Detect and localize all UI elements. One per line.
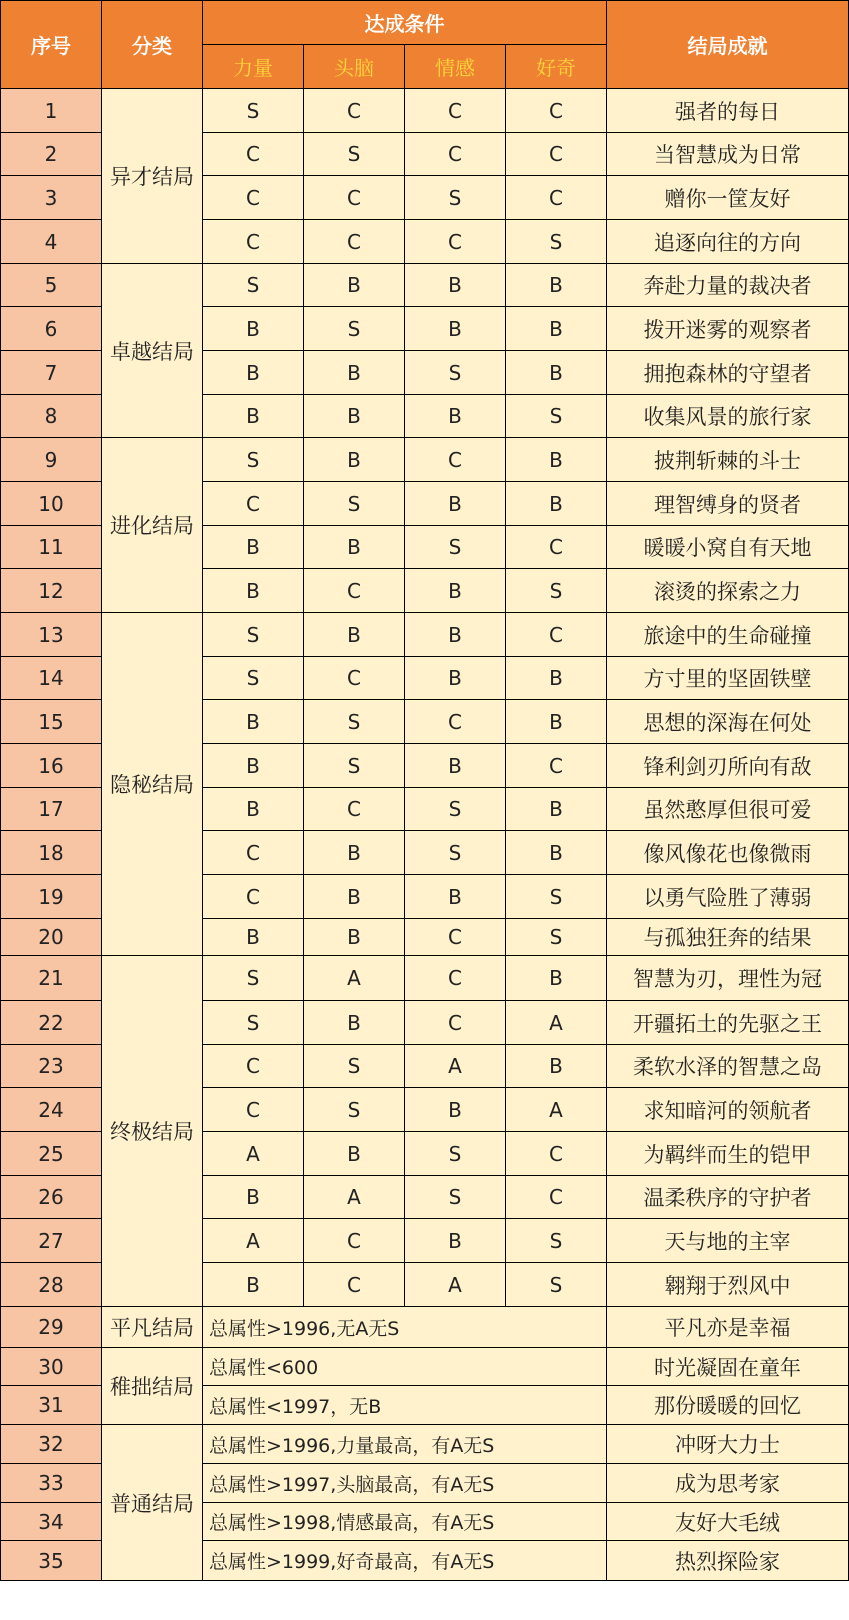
attr-grade: S	[203, 956, 304, 1001]
attr-grade: B	[203, 1263, 304, 1307]
row-number: 12	[1, 569, 102, 613]
attr-grade: C	[506, 526, 607, 569]
attr-grade: B	[304, 1001, 405, 1045]
attr-grade: C	[203, 220, 304, 264]
result-name: 滚烫的探索之力	[607, 569, 849, 613]
result-name: 锋利剑刃所向有敌	[607, 744, 849, 788]
result-name: 求知暗河的领航者	[607, 1088, 849, 1132]
attr-grade: S	[405, 1132, 506, 1176]
attr-grade: C	[506, 744, 607, 788]
attr-grade: B	[304, 613, 405, 657]
result-name: 时光凝固在童年	[607, 1348, 849, 1386]
row-number: 33	[1, 1464, 102, 1503]
attr-grade: C	[203, 482, 304, 526]
attr-grade: B	[203, 1176, 304, 1219]
result-name: 拥抱森林的守望者	[607, 351, 849, 395]
attr-grade: S	[203, 1001, 304, 1045]
attr-grade: B	[405, 569, 506, 613]
attr-grade: C	[304, 220, 405, 264]
result-name: 为羁绊而生的铠甲	[607, 1132, 849, 1176]
attr-grade: B	[203, 744, 304, 788]
result-name: 以勇气险胜了薄弱	[607, 875, 849, 919]
attr-grade: C	[506, 613, 607, 657]
attr-grade: C	[506, 1132, 607, 1176]
row-number: 29	[1, 1307, 102, 1348]
row-number: 16	[1, 744, 102, 788]
attr-grade: B	[405, 395, 506, 438]
header-category: 分类	[102, 1, 203, 89]
result-name: 像风像花也像微雨	[607, 831, 849, 875]
row-number: 31	[1, 1386, 102, 1425]
row-number: 19	[1, 875, 102, 919]
table-row	[1, 1348, 849, 1386]
header-no: 序号	[1, 1, 102, 89]
table-row	[1, 89, 849, 133]
row-number: 3	[1, 176, 102, 220]
attr-grade: C	[304, 569, 405, 613]
result-name: 成为思考家	[607, 1464, 849, 1503]
row-number: 30	[1, 1348, 102, 1386]
attr-grade: A	[506, 1001, 607, 1045]
attr-grade: C	[506, 89, 607, 133]
attr-grade: C	[203, 831, 304, 875]
result-name: 旅途中的生命碰撞	[607, 613, 849, 657]
attr-grade: C	[405, 438, 506, 482]
result-name: 追逐向往的方向	[607, 220, 849, 264]
attr-grade: S	[405, 176, 506, 220]
header-conditions: 达成条件	[203, 1, 607, 45]
result-name: 暖暖小窝自有天地	[607, 526, 849, 569]
result-name: 天与地的主宰	[607, 1219, 849, 1263]
attr-grade: B	[304, 438, 405, 482]
attr-grade: S	[304, 1088, 405, 1132]
attr-grade: C	[405, 133, 506, 176]
attr-grade: S	[304, 1045, 405, 1088]
result-name: 当智慧成为日常	[607, 133, 849, 176]
condition-text: 总属性<600	[203, 1348, 607, 1386]
row-number: 14	[1, 657, 102, 700]
attr-grade: B	[304, 831, 405, 875]
row-number: 26	[1, 1176, 102, 1219]
attr-grade: A	[405, 1045, 506, 1088]
row-number: 21	[1, 956, 102, 1001]
attr-grade: C	[203, 875, 304, 919]
attr-grade: S	[304, 744, 405, 788]
attr-grade: B	[203, 788, 304, 831]
result-name: 智慧为刃，理性为冠	[607, 956, 849, 1001]
attr-grade: B	[304, 264, 405, 307]
result-name: 理智缚身的贤者	[607, 482, 849, 526]
attr-grade: S	[405, 788, 506, 831]
attr-grade: A	[203, 1219, 304, 1263]
row-number: 22	[1, 1001, 102, 1045]
attr-grade: B	[405, 482, 506, 526]
attr-grade: S	[506, 395, 607, 438]
attr-grade: C	[405, 220, 506, 264]
attr-grade: S	[506, 569, 607, 613]
category-cell: 稚拙结局	[102, 1348, 203, 1425]
attr-grade: B	[506, 351, 607, 395]
attr-grade: B	[405, 744, 506, 788]
result-name: 热烈探险家	[607, 1541, 849, 1581]
row-number: 27	[1, 1219, 102, 1263]
result-name: 冲呀大力士	[607, 1425, 849, 1464]
attr-grade: B	[405, 264, 506, 307]
attr-grade: S	[203, 89, 304, 133]
result-name: 那份暖暖的回忆	[607, 1386, 849, 1425]
table-row	[1, 264, 849, 307]
attr-grade: S	[405, 526, 506, 569]
condition-text: 总属性>1996,无A无S	[203, 1307, 607, 1348]
result-name: 强者的每日	[607, 89, 849, 133]
attr-grade: C	[203, 176, 304, 220]
header-attr-brain: 头脑	[304, 45, 405, 89]
attr-grade: B	[304, 395, 405, 438]
row-number: 4	[1, 220, 102, 264]
condition-text: 总属性<1997，无B	[203, 1386, 607, 1425]
attr-grade: B	[203, 395, 304, 438]
attr-grade: B	[405, 875, 506, 919]
category-cell: 终极结局	[102, 956, 203, 1307]
attr-grade: C	[304, 788, 405, 831]
row-number: 24	[1, 1088, 102, 1132]
attr-grade: S	[405, 831, 506, 875]
attr-grade: B	[506, 956, 607, 1001]
result-name: 拨开迷雾的观察者	[607, 307, 849, 351]
attr-grade: C	[203, 1045, 304, 1088]
result-name: 翱翔于烈风中	[607, 1263, 849, 1307]
row-number: 5	[1, 264, 102, 307]
row-number: 11	[1, 526, 102, 569]
attr-grade: B	[304, 1132, 405, 1176]
table-row	[1, 956, 849, 1001]
row-number: 8	[1, 395, 102, 438]
attr-grade: C	[405, 1001, 506, 1045]
table-row	[1, 1307, 849, 1348]
attr-grade: S	[203, 657, 304, 700]
result-name: 思想的深海在何处	[607, 700, 849, 744]
header-result: 结局成就	[607, 1, 849, 89]
attr-grade: B	[506, 307, 607, 351]
result-name: 平凡亦是幸福	[607, 1307, 849, 1348]
attr-grade: C	[405, 956, 506, 1001]
category-cell: 卓越结局	[102, 264, 203, 438]
attr-grade: C	[304, 1263, 405, 1307]
row-number: 20	[1, 919, 102, 956]
row-number: 35	[1, 1541, 102, 1581]
row-number: 7	[1, 351, 102, 395]
attr-grade: B	[506, 831, 607, 875]
attr-grade: B	[203, 351, 304, 395]
attr-grade: C	[506, 1176, 607, 1219]
result-name: 柔软水泽的智慧之岛	[607, 1045, 849, 1088]
attr-grade: B	[405, 657, 506, 700]
row-number: 18	[1, 831, 102, 875]
condition-text: 总属性>1999,好奇最高，有A无S	[203, 1541, 607, 1581]
attr-grade: S	[506, 1263, 607, 1307]
attr-grade: C	[405, 700, 506, 744]
attr-grade: B	[304, 919, 405, 956]
row-number: 25	[1, 1132, 102, 1176]
attr-grade: B	[203, 569, 304, 613]
result-name: 奔赴力量的裁决者	[607, 264, 849, 307]
attr-grade: S	[506, 1219, 607, 1263]
row-number: 13	[1, 613, 102, 657]
header-attr-emotion: 情感	[405, 45, 506, 89]
category-cell: 隐秘结局	[102, 613, 203, 956]
attr-grade: B	[203, 700, 304, 744]
attr-grade: A	[506, 1088, 607, 1132]
attr-grade: B	[506, 264, 607, 307]
table-row	[1, 1425, 849, 1464]
attr-grade: B	[506, 1045, 607, 1088]
header-attr-curiosity: 好奇	[506, 45, 607, 89]
attr-grade: B	[405, 1088, 506, 1132]
attr-grade: B	[405, 613, 506, 657]
attr-grade: C	[304, 89, 405, 133]
attr-grade: A	[203, 1132, 304, 1176]
attr-grade: B	[405, 1219, 506, 1263]
attr-grade: B	[304, 526, 405, 569]
attr-grade: S	[405, 1176, 506, 1219]
result-name: 披荆斩棘的斗士	[607, 438, 849, 482]
attr-grade: B	[506, 700, 607, 744]
condition-text: 总属性>1998,情感最高，有A无S	[203, 1503, 607, 1541]
attr-grade: A	[304, 1176, 405, 1219]
table-row	[1, 438, 849, 482]
result-name: 开疆拓土的先驱之王	[607, 1001, 849, 1045]
row-number: 34	[1, 1503, 102, 1541]
attr-grade: C	[304, 176, 405, 220]
category-cell: 进化结局	[102, 438, 203, 613]
attr-grade: B	[304, 351, 405, 395]
result-name: 虽然憨厚但很可爱	[607, 788, 849, 831]
attr-grade: A	[405, 1263, 506, 1307]
attr-grade: C	[405, 919, 506, 956]
category-cell: 异才结局	[102, 89, 203, 264]
attr-grade: B	[304, 875, 405, 919]
attr-grade: S	[304, 307, 405, 351]
result-name: 赠你一筐友好	[607, 176, 849, 220]
row-number: 6	[1, 307, 102, 351]
result-name: 温柔秩序的守护者	[607, 1176, 849, 1219]
row-number: 9	[1, 438, 102, 482]
header-attr-strength: 力量	[203, 45, 304, 89]
result-name: 方寸里的坚固铁壁	[607, 657, 849, 700]
table-row	[1, 613, 849, 657]
attr-grade: S	[506, 919, 607, 956]
row-number: 28	[1, 1263, 102, 1307]
attr-grade: B	[203, 526, 304, 569]
attr-grade: S	[304, 700, 405, 744]
attr-grade: B	[405, 307, 506, 351]
category-cell: 平凡结局	[102, 1307, 203, 1348]
row-number: 15	[1, 700, 102, 744]
attr-grade: S	[304, 133, 405, 176]
attr-grade: C	[203, 1088, 304, 1132]
row-number: 2	[1, 133, 102, 176]
row-number: 23	[1, 1045, 102, 1088]
attr-grade: B	[506, 438, 607, 482]
result-name: 友好大毛绒	[607, 1503, 849, 1541]
attr-grade: B	[506, 482, 607, 526]
result-name: 与孤独狂奔的结果	[607, 919, 849, 956]
attr-grade: B	[203, 307, 304, 351]
condition-text: 总属性>1996,力量最高，有A无S	[203, 1425, 607, 1464]
attr-grade: A	[304, 956, 405, 1001]
attr-grade: B	[203, 919, 304, 956]
result-name: 收集风景的旅行家	[607, 395, 849, 438]
attr-grade: B	[506, 788, 607, 831]
attr-grade: S	[506, 220, 607, 264]
attr-grade: S	[405, 351, 506, 395]
attr-grade: S	[203, 613, 304, 657]
attr-grade: C	[506, 133, 607, 176]
row-number: 32	[1, 1425, 102, 1464]
attr-grade: S	[203, 264, 304, 307]
attr-grade: C	[304, 1219, 405, 1263]
attr-grade: B	[506, 657, 607, 700]
attr-grade: S	[506, 875, 607, 919]
row-number: 17	[1, 788, 102, 831]
attr-grade: C	[203, 133, 304, 176]
attr-grade: S	[304, 482, 405, 526]
attr-grade: C	[304, 657, 405, 700]
attr-grade: C	[405, 89, 506, 133]
attr-grade: C	[506, 176, 607, 220]
category-cell: 普通结局	[102, 1425, 203, 1581]
row-number: 1	[1, 89, 102, 133]
row-number: 10	[1, 482, 102, 526]
condition-text: 总属性>1997,头脑最高，有A无S	[203, 1464, 607, 1503]
attr-grade: S	[203, 438, 304, 482]
